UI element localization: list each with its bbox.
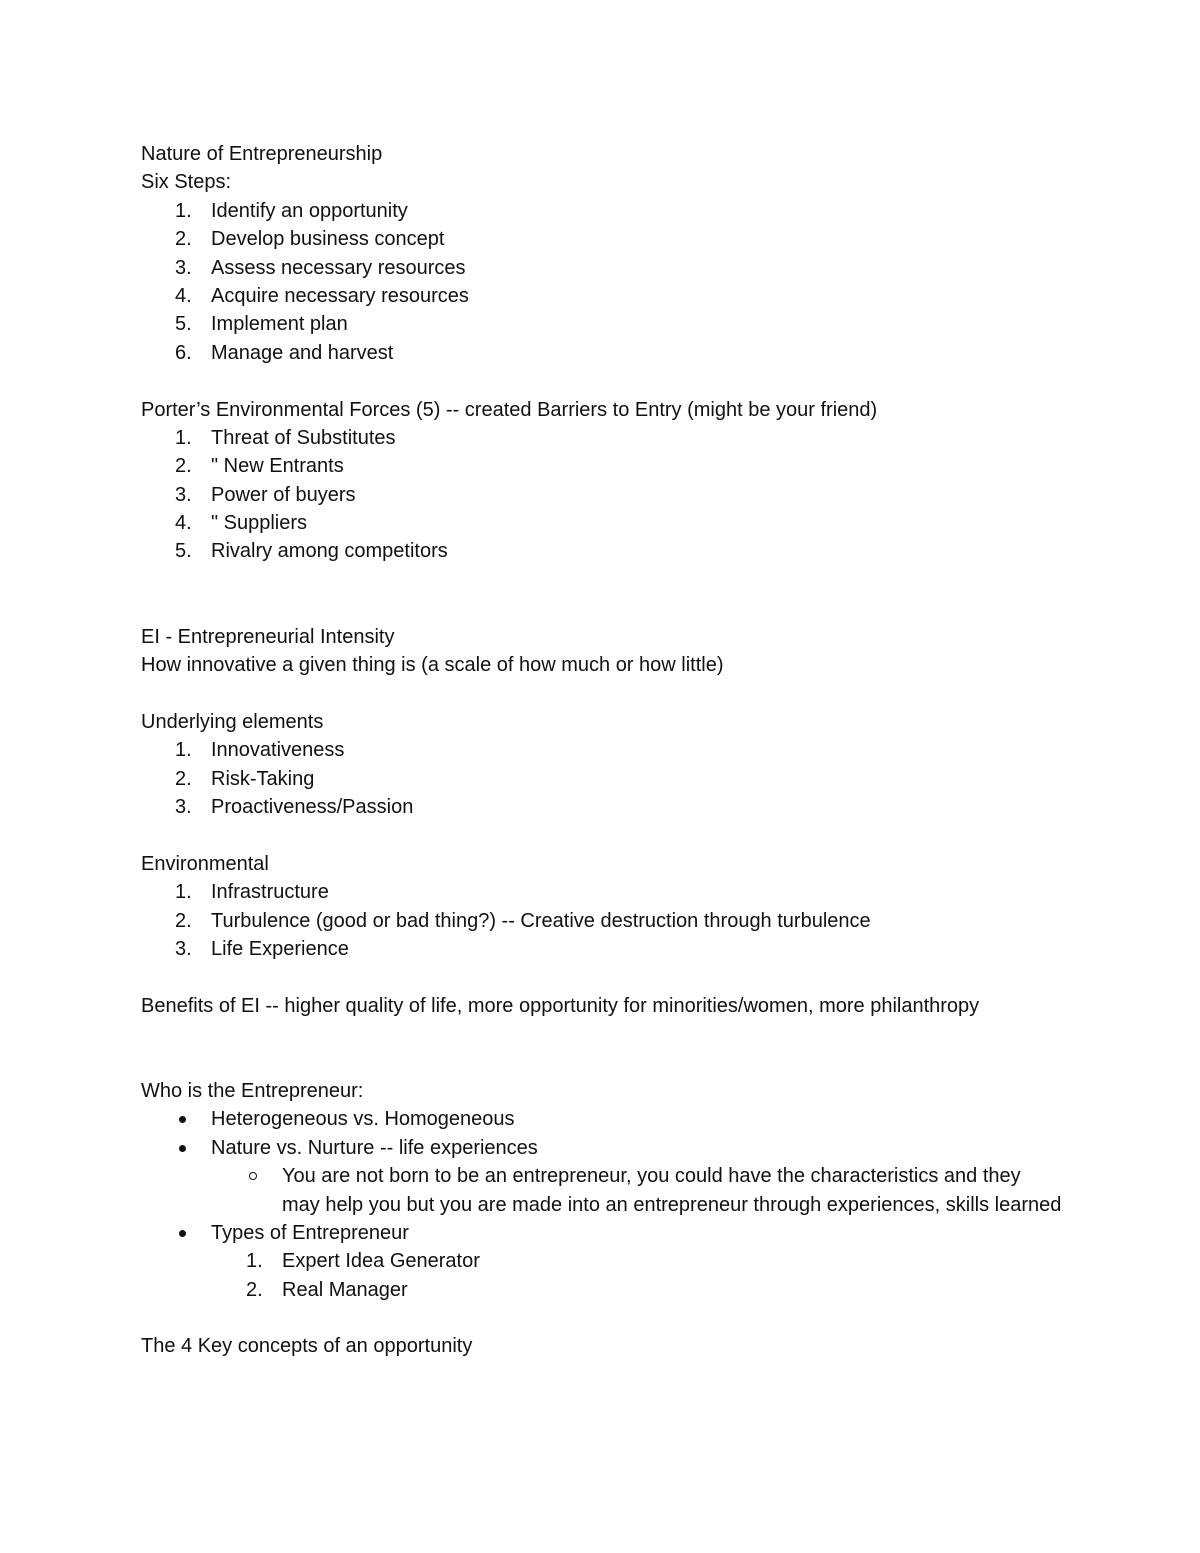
list-item (141, 1219, 1081, 1247)
list-number: 2. (175, 909, 192, 932)
bullet-icon (179, 1116, 186, 1123)
list-item-text: Rivalry among competitors (211, 540, 448, 563)
entrepreneur-bullet-list (141, 1105, 1081, 1304)
list-item-text: Turbulence (good or bad thing?) -- Creative destruction through turbulence (211, 909, 871, 932)
list-number: 1. (175, 199, 192, 222)
section-title-underlying: Underlying elements (141, 710, 324, 733)
list-item-text: " New Entrants (211, 455, 344, 478)
section-title-ei: EI - Entrepreneurial Intensity (141, 625, 395, 648)
list-number: 1. (175, 881, 192, 904)
sub-list-item-text: Real Manager (282, 1278, 408, 1301)
list-item (141, 1134, 1081, 1162)
spacer (141, 821, 1081, 849)
list-item (141, 339, 1081, 367)
list-item (141, 793, 1081, 821)
list-item (141, 254, 1081, 282)
list-item-text: Innovativeness (211, 739, 345, 762)
porters-forces-list (141, 424, 1081, 566)
list-item-text: Proactiveness/Passion (211, 796, 414, 818)
list-item-text: Infrastructure (211, 881, 329, 904)
list-number: 3. (175, 256, 192, 279)
list-item (141, 878, 1081, 906)
benefits-of-ei: Benefits of EI -- higher quality of life, more opportunity for minorities/women, more philanthropy (141, 994, 980, 1017)
sub-list-item-text: You are not born to be an entrepreneur, you could have the characteristics and they may help you but you are made into an entrepreneur through experiences, skills learned (282, 1165, 1062, 1216)
section-title-nature: Nature of Entrepreneurship (141, 143, 383, 165)
hollow-bullet-icon (249, 1172, 257, 1180)
list-number: 1. (175, 739, 192, 762)
list-item (141, 481, 1081, 509)
spacer (141, 566, 1081, 623)
section-title-key-concepts: The 4 Key concepts of an opportunity (141, 1335, 473, 1358)
list-item-text: Nature vs. Nurture -- life experiences (211, 1136, 538, 1159)
list-item (141, 537, 1081, 565)
list-number: 3. (175, 483, 192, 506)
list-item-text: Heterogeneous vs. Homogeneous (211, 1108, 515, 1131)
section-title-porters-forces: Porter’s Environmental Forces (5) -- created Barriers to Entry (might be your friend) (141, 398, 878, 421)
ei-description: How innovative a given thing is (a scale of how much or how little) (141, 654, 724, 677)
bullet-icon (179, 1230, 186, 1237)
list-number: 4. (175, 512, 192, 535)
list-item-text: Life Experience (211, 937, 349, 960)
list-number: 3. (175, 937, 192, 960)
spacer (141, 963, 1081, 991)
list-item (141, 935, 1081, 963)
list-item-text: " Suppliers (211, 512, 308, 535)
list-number: 6. (175, 341, 192, 364)
list-number: 4. (175, 284, 192, 307)
list-item (141, 424, 1081, 452)
sub-list-item (141, 1162, 1062, 1219)
six-steps-list (141, 197, 1081, 367)
list-item-text: Acquire necessary resources (211, 284, 469, 307)
list-number: 5. (175, 313, 192, 336)
list-item (141, 736, 1081, 764)
spacer (141, 1020, 1081, 1077)
spacer (141, 367, 1081, 395)
list-item (141, 282, 1081, 310)
list-number: 2. (175, 767, 192, 790)
list-item-text: Implement plan (211, 313, 348, 336)
section-title-environmental: Environmental (141, 852, 269, 875)
list-item (141, 452, 1081, 480)
list-item-text: Identify an opportunity (211, 199, 408, 222)
list-number: 5. (175, 540, 192, 563)
bullet-icon (179, 1145, 186, 1152)
list-number: 1. (175, 426, 192, 449)
list-number: 3. (175, 796, 192, 818)
list-item-text: Assess necessary resources (211, 256, 466, 279)
list-item (141, 765, 1081, 793)
list-number: 1. (246, 1250, 263, 1273)
underlying-elements-list (141, 736, 1081, 821)
list-item-text: Manage and harvest (211, 341, 394, 364)
spacer (141, 1304, 1081, 1332)
list-item-text: Types of Entrepreneur (211, 1221, 409, 1244)
sub-list-item (141, 1276, 1081, 1304)
list-number: 2. (246, 1278, 263, 1301)
list-item-text: Threat of Substitutes (211, 426, 396, 449)
list-item (141, 225, 1081, 253)
list-item (141, 1105, 1081, 1133)
list-number: 2. (175, 455, 192, 478)
list-item (141, 907, 1081, 935)
six-steps-label: Six Steps: (141, 171, 232, 194)
section-title-who-is-entrepreneur: Who is the Entrepreneur: (141, 1079, 364, 1102)
list-item-text: Develop business concept (211, 228, 445, 251)
list-item-text: Power of buyers (211, 483, 356, 506)
list-item-text: Risk-Taking (211, 767, 315, 790)
sub-list-item-text: Expert Idea Generator (282, 1250, 480, 1273)
document-page (141, 140, 1081, 1361)
list-number: 2. (175, 228, 192, 251)
list-item (141, 197, 1081, 225)
environmental-list (141, 878, 1081, 963)
list-item (141, 509, 1081, 537)
list-item (141, 310, 1081, 338)
sub-list-item (141, 1247, 1081, 1275)
spacer (141, 679, 1081, 707)
